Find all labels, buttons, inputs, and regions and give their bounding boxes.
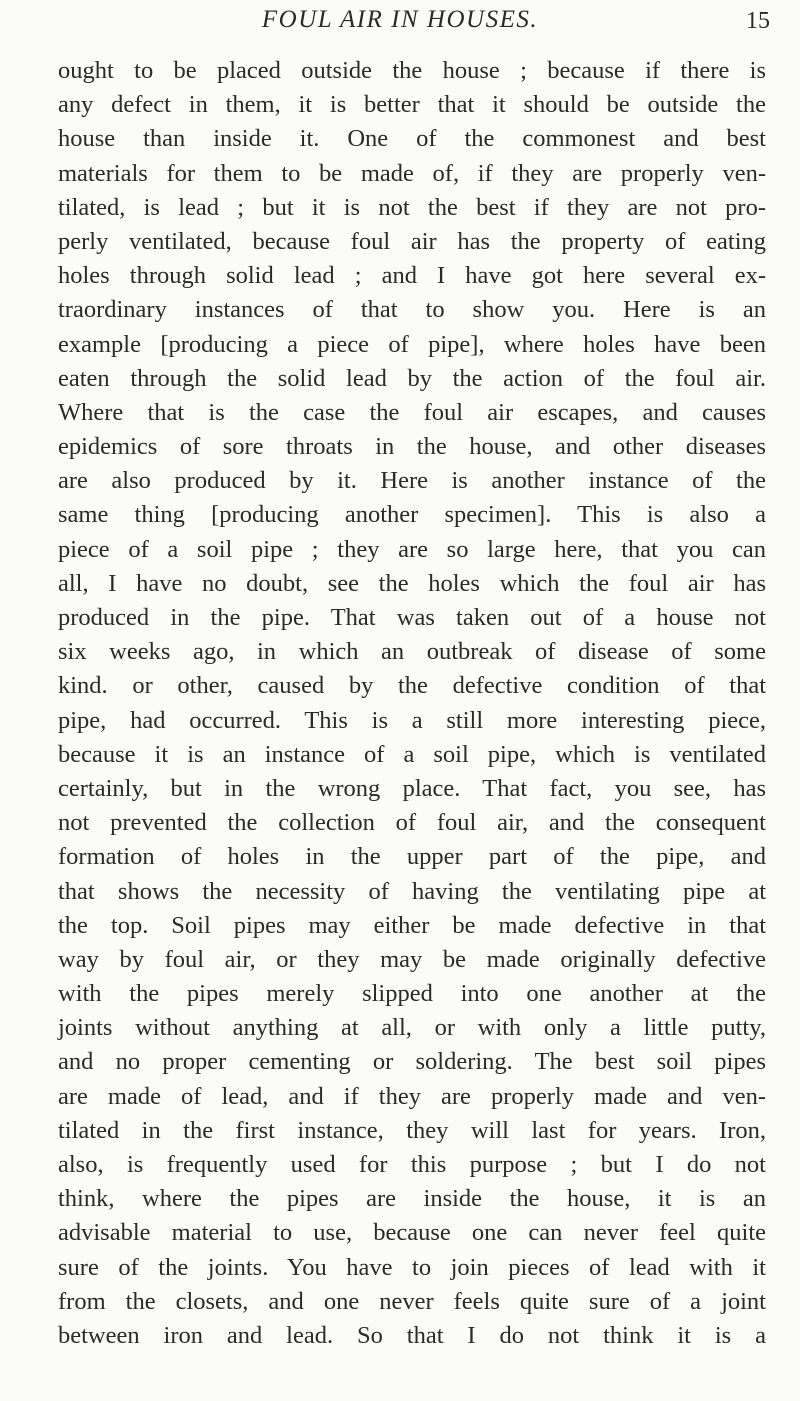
text-line: tilated in the first instance, they will last for years. Iron, — [58, 1116, 766, 1144]
text-line: formation of holes in the upper part of the pipe, and — [58, 843, 766, 871]
text-line: between iron and lead. So that I do not think it is a — [58, 1321, 766, 1349]
text-line: advisable material to use, because one can never feel quite — [58, 1219, 766, 1247]
text-line: ought to be placed outside the house ; because if there is — [58, 57, 766, 84]
text-line: holes through solid lead ; and I have got here several ex- — [58, 262, 766, 290]
text-line: with the pipes merely slipped into one another at the — [58, 980, 766, 1008]
text-line: all, I have no doubt, see the holes which the foul air has — [58, 569, 766, 597]
text-line: because it is an instance of a soil pipe, which is ventilated — [58, 740, 766, 768]
text-line: tilated, is lead ; but it is not the best if they are not pro- — [58, 193, 766, 221]
text-line: and no proper cementing or soldering. The best soil pipes — [58, 1048, 766, 1076]
text-line: epidemics of sore throats in the house, and other diseases — [58, 433, 766, 461]
text-line: eaten through the solid lead by the action of the foul air. — [58, 364, 766, 392]
text-line: six weeks ago, in which an outbreak of disease of some — [58, 638, 766, 666]
text-line: produced in the pipe. That was taken out of a house not — [58, 604, 766, 631]
text-line: from the closets, and one never feels quite sure of a joint — [58, 1287, 766, 1315]
text-line: sure of the joints. You have to join pieces of lead with it — [58, 1253, 766, 1281]
text-line: piece of a soil pipe ; they are so large here, that you can — [58, 535, 766, 563]
text-line: the top. Soil pipes may either be made defective in that — [58, 911, 766, 939]
text-line: Where that is the case the foul air escapes, and causes — [58, 398, 766, 426]
text-line: house than inside it. One of the commonest and best — [58, 125, 766, 153]
text-line: are also produced by it. Here is another instance of the — [58, 467, 766, 495]
text-line: also, is frequently used for this purpose ; but I do not — [58, 1151, 766, 1178]
text-line: example [producing a piece of pipe], where holes have been — [58, 330, 766, 358]
text-line: pipe, had occurred. This is a still more interesting piece, — [58, 706, 766, 734]
text-line: any defect in them, it is better that it should be outside the — [58, 91, 766, 119]
text-line: perly ventilated, because foul air has the property of eating — [58, 227, 766, 255]
page-number: 15 — [746, 8, 770, 34]
text-line: materials for them to be made of, if they are properly ven- — [58, 159, 766, 187]
page-header — [0, 4, 800, 40]
text-line: same thing [producing another specimen]. This is also a — [58, 501, 766, 529]
running-title: FOUL AIR IN HOUSES. — [261, 6, 539, 33]
body-text — [58, 54, 766, 1353]
text-line: certainly, but in the wrong place. That fact, you see, has — [58, 774, 766, 802]
text-line: that shows the necessity of having the ventilating pipe at — [58, 877, 766, 905]
text-line: think, where the pipes are inside the house, it is an — [58, 1185, 766, 1213]
text-line: way by foul air, or they may be made originally defective — [58, 945, 766, 973]
text-line: not prevented the collection of foul air, and the consequent — [58, 809, 766, 837]
text-line: joints without anything at all, or with only a little putty, — [58, 1014, 766, 1042]
text-line: kind. or other, caused by the defective condition of that — [58, 672, 766, 700]
text-line: traordinary instances of that to show you. Here is an — [58, 296, 766, 324]
text-line: are made of lead, and if they are properly made and ven- — [58, 1082, 766, 1110]
